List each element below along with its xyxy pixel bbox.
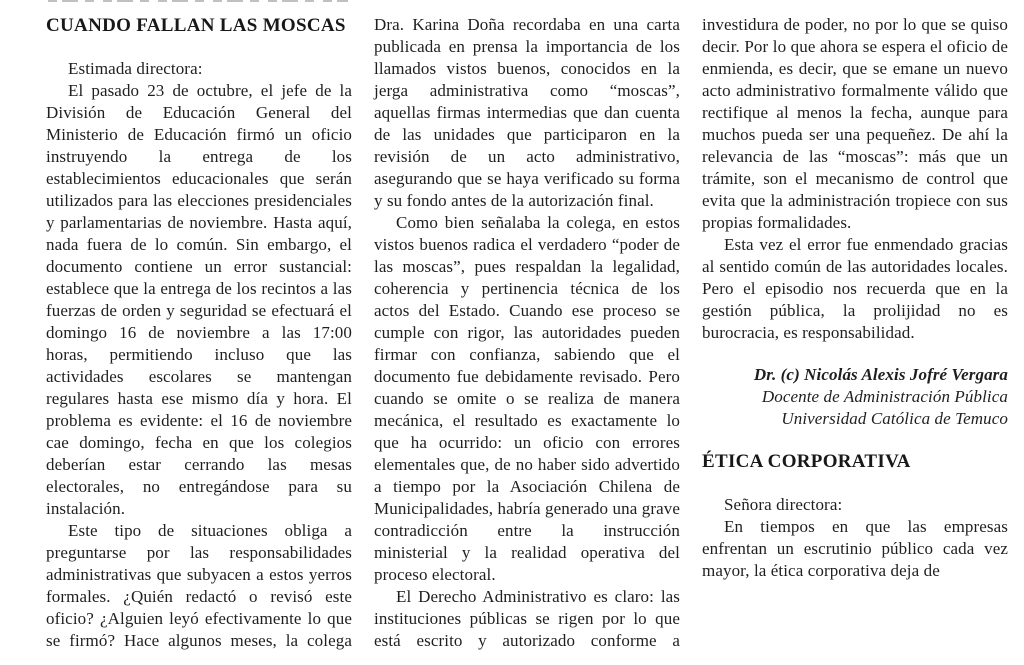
clipped-text-fragment bbox=[48, 0, 348, 2]
signature-role: Docente de Administración Pública bbox=[761, 387, 1008, 406]
salutation: Señora directora: bbox=[724, 495, 843, 514]
letter-title: CUANDO FALLAN LAS MOSCAS bbox=[46, 15, 346, 36]
signature-organization: Universidad Católica de Temuco bbox=[781, 409, 1008, 428]
signature-block bbox=[702, 364, 1008, 430]
paragraph: Como bien señalaba la colega, en estos vistos buenos radica el verdadero “poder de las moscas”, pues respaldan la legalidad, coherencia y pertinencia técnica de los actos del Estado. Cuando ese proceso se cumple con rigor, las autoridades pueden firmar con confianza, sabiendo que el documento fue debidamente revisado. Pero cuando se omite o se realiza de manera mecánica, el resultado es exactamente lo que ha ocurrido: un oficio con errores elementales que, de no haber sido advertido a tiempo por la Asociación Chilena de Municipalidades, habría generado una grave contradicción entre la instrucción ministerial y la realidad operativa del proceso electoral. bbox=[374, 213, 680, 584]
letter-body bbox=[702, 516, 1008, 582]
paragraph: El Derecho Administrativo es claro: las instituciones públicas se rigen por lo que está escrito y autorizado conforme a investidura de poder, no por lo que se quiso decir. Por lo que ahora se espera el oficio de enmienda, es decir, que se emane un nuevo acto administrativo formalmente válido que rectifique al menos la fecha, aunque para muchos pueda ser una pequeñez. De ahí la relevancia de las “moscas”: más que un trámite, son el mecanismo de control que evita que la administración tropiece con sus propias formalidades. bbox=[374, 15, 1008, 650]
paragraph: Este tipo de situaciones obliga a preguntarse por las responsabilidades administrativas que subyacen a estos yerros formales. ¿Quién redactó o revisó este oficio? ¿Alguien leyó efectivamente lo que se firmó? Hace algunos meses, la colega Dra. Karina Doña recordaba en una carta publicada en prensa la importancia de los llamados vistos buenos, conocidos en la jerga administrativa como “moscas”, aquellas firmas intermedias que dan cuenta de las unidades que participaron en la revisión de un acto administrativo, asegurando que se haya verificado su forma y su fondo antes de la autorización final. bbox=[46, 15, 680, 650]
paragraph: Esta vez el error fue enmendado gracias al sentido común de las autoridades locales. Pero el episodio nos recuerda que en la gestión pública, la prolijidad no es burocracia, es responsabilidad. bbox=[702, 235, 1008, 342]
signature-name: Dr. (c) Nicolás Alexis Jofré Vergara bbox=[753, 365, 1008, 384]
salutation: Estimada directora: bbox=[68, 59, 203, 78]
letter-title: ÉTICA CORPORATIVA bbox=[702, 451, 911, 472]
letters-columns bbox=[46, 14, 1008, 665]
paragraph: El pasado 23 de octubre, el jefe de la División de Educación General del Ministerio de Educación firmó un oficio instruyendo la entrega de los establecimientos educacionales que serán utilizados para las elecciones presidenciales y parlamentarias de noviembre. Hasta aquí, nada fuera de lo común. Sin embargo, el documento contiene un error sustancial: establece que la entrega de los recintos a las fuerzas de orden y seguridad se efectuará el domingo 16 de noviembre a las 17:00 horas, permitiendo incluso que las actividades escolares se mantengan regulares hasta ese mismo día y hora. El problema es evidente: el 16 de noviembre cae domingo, fecha en que los colegios deberían estar cerrando las mesas electorales, no entregándose para su instalación. bbox=[46, 81, 352, 518]
paragraph: En tiempos en que las empresas enfrentan un escrutinio público cada vez mayor, la ética corporativa deja de bbox=[702, 517, 1008, 580]
letter-etica-corporativa bbox=[702, 450, 1008, 582]
